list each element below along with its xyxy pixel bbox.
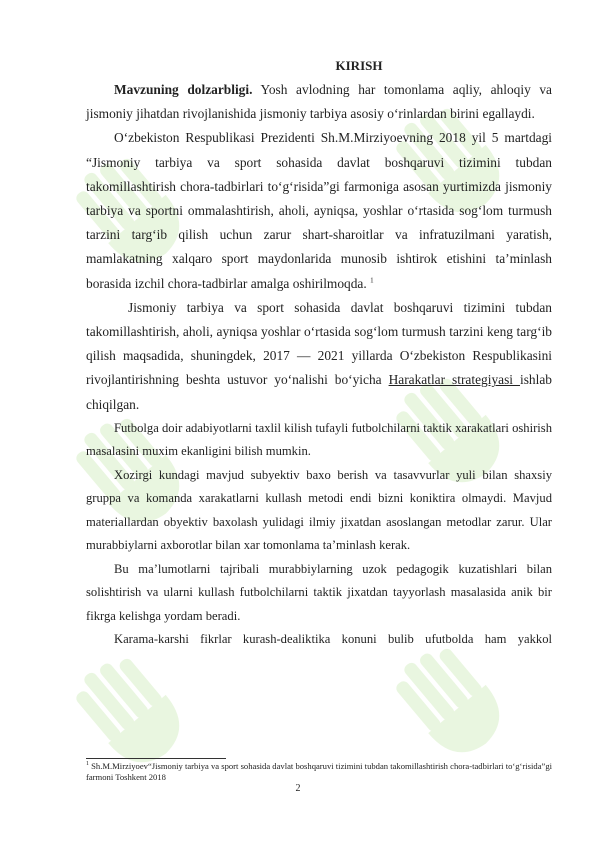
decree-text: O‘zbekiston Respublikasi Prezidenti Sh.M.Mirziyoevning 2018 yil 5 martdagi “Jismoniy tarbiya va sport sohasida davlat boshqaruvi tizimini tubdan takomillashtirish chora-tadbirlari to‘g‘risida”gi farmoniga asosan yurtimizda jismoniy tarbiya va sportni ommalashtirish, aholi, ayniqsa, yoshlar o‘rtasida sog‘lom turmush tarzini targ‘ib qilish uchun zarur shart-sharoitlar va infratuzilmani yaratish, mamlakatning xalqaro sport maydonlarida munosib ishtirok etishini ta’minlash borasida izchil chora-tadbirlar amalga oshirilmoqda. [86,130,552,291]
page-number: 2 [295,783,301,794]
strategy-tail: ishlab chiqilgan. [86,372,552,412]
footnote [86,761,552,782]
page-content [86,56,552,652]
paragraph-relevance [86,78,552,126]
page-title: KIRISH [335,58,383,73]
footnote-divider [86,758,226,759]
paragraph-football-literature: Futbolga doir adabiyotlarni taxlil kilish tufayli futbolchilarni taktik xarakatlari oshirish masalasini muxim ekanligini bilish mumkin. [86,420,552,459]
relevance-heading: Mavzuning dolzarbligi. [114,82,253,97]
footnote-text: Sh.M.Mirziyoev“Jismoniy tarbiya va sport sohasida davlat boshqaruvi tizimini tubdan takomillashtirish chora-tadbirlari to‘g‘risida”gi farmoni Toshkent 2018 [86,761,553,782]
paragraph-coaches: Bu ma’lumotlarni tajribali murabbiylarning uzok pedagogik kuzatishlari bilan solishtirish va ularni kullash futbolchilarni taktik jixatdan tayyorlash masalasida anik bir fikrga kelishga yordam beradi. [86,561,552,623]
paragraph-contradictions: Karama-karshi fikrlar kurash-dealiktika konuni bulib ufutbolda ham yakkol [114,632,552,647]
strategy-text: Jismoniy tarbiya va sport sohasida davlat boshqaruvi tizimini tubdan takomillashtirish, aholi, ayniqsa yoshlar o‘rtasida sog‘lom turmush tarzini keng targ‘ib qilish maqsadida, shuningdek, 2017 — 2021 yillarda O‘zbekiston Respublikasini rivojlantirishning beshta ustuvor yo‘nalishi bo‘yicha [86,299,552,388]
relevance-text: Yosh avlodning har tomonlama aqliy, ahloqiy va jismoniy jihatdan rivojlanishida jismoniy tarbiya asosiy o‘rinlardan birini egallaydi. [86,82,552,122]
paragraph-strategy [86,296,552,417]
footnote-ref[interactable]: 1 [370,276,374,285]
strategy-link[interactable]: Harakatlar strategiyasi [388,372,520,388]
paragraph-methods: Xozirgi kundagi mavjud subyektiv baxo berish va tasavvurlar yuli bilan shaxsiy gruppa va komanda xarakatlarni kullash metodi endi bizni koniktira olmaydi. Mavjud materiallardan obyektiv baxolash yulidagi ilmiy jixatdan asoslangan metodlar zarur. Ular murabbiylarni axborotlar bilan xar tomonlama ta’minlash kerak. [86,467,552,553]
paragraph-decree [86,126,552,295]
footnote-number: 1 [86,761,89,768]
